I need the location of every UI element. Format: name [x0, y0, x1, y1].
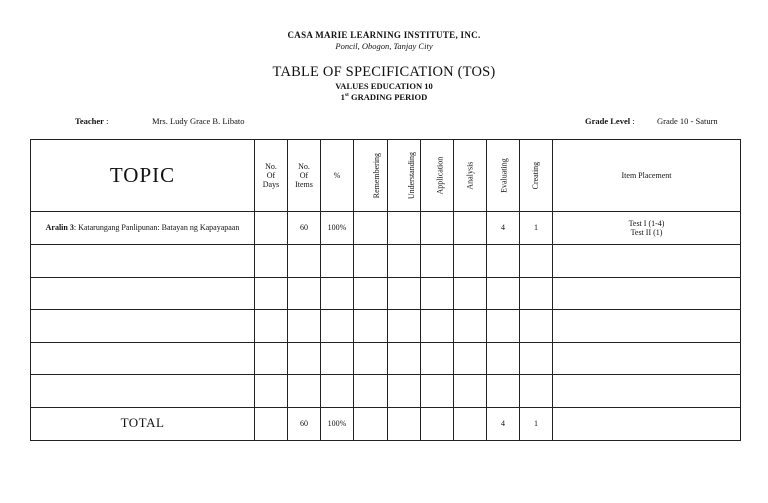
topic-title: : Katarungang Panlipunan: Batayan ng Kapayapaan — [73, 223, 240, 233]
school-name: CASA MARIE LEARNING INSTITUTE, INC. — [287, 30, 481, 40]
period-number: 1 — [340, 92, 345, 102]
table-row — [31, 310, 741, 343]
tos-table — [30, 139, 741, 441]
grade-label: Grade Level — [585, 116, 631, 126]
total-evaluating: 4 — [487, 407, 520, 440]
grading-period — [0, 92, 768, 102]
header-days: No. Of Days — [255, 140, 288, 212]
header-percent: % — [321, 140, 354, 212]
period-suffix: st — [344, 92, 349, 99]
percent-cell: 100% — [321, 212, 354, 245]
table-row — [31, 245, 741, 278]
total-creating: 1 — [520, 407, 553, 440]
header-topic: TOPIC — [31, 140, 255, 212]
total-row — [31, 407, 741, 440]
total-percent: 100% — [321, 407, 354, 440]
grade-value: Grade 10 - Saturn — [657, 116, 718, 126]
period-text: GRADING PERIOD — [348, 92, 428, 102]
teacher-label-group — [75, 116, 108, 126]
teacher-label-sep: : — [103, 116, 109, 126]
header-application: Application — [421, 140, 454, 212]
grade-label-sep: : — [630, 116, 635, 126]
subject-title: VALUES EDUCATION 10 — [335, 81, 433, 91]
header-evaluating: Evaluating — [487, 140, 520, 212]
header-remembering: Remembering — [354, 140, 388, 212]
total-items: 60 — [288, 407, 321, 440]
teacher-label: Teacher — [75, 116, 104, 126]
placement-cell — [553, 212, 741, 245]
table-row — [31, 375, 741, 408]
grade-label-group — [585, 116, 635, 126]
header-understanding: Understanding — [388, 140, 421, 212]
total-days — [255, 407, 288, 440]
placement-line-1: Test I (1-4) — [628, 218, 665, 228]
table-header-row — [31, 140, 741, 212]
header-item-placement: Item Placement — [553, 140, 741, 212]
school-address: Poncil, Obogon, Tanjay City — [335, 41, 433, 51]
table-row — [31, 277, 741, 310]
document-title: TABLE OF SPECIFICATION (TOS) — [272, 64, 496, 80]
table-row — [31, 342, 741, 375]
header-analysis: Analysis — [454, 140, 487, 212]
teacher-name: Mrs. Ludy Grace B. Libato — [152, 116, 245, 126]
topic-cell — [31, 212, 255, 245]
analysis-cell — [454, 212, 487, 245]
placement-line-2: Test II (1) — [630, 228, 663, 237]
remembering-cell — [354, 212, 388, 245]
understanding-cell — [388, 212, 421, 245]
days-cell — [255, 212, 288, 245]
items-cell: 60 — [288, 212, 321, 245]
header-items: No. Of Items — [288, 140, 321, 212]
header-creating: Creating — [520, 140, 553, 212]
evaluating-cell: 4 — [487, 212, 520, 245]
creating-cell: 1 — [520, 212, 553, 245]
topic-lesson: Aralin 3 — [45, 223, 74, 233]
total-label: TOTAL — [31, 407, 255, 440]
application-cell — [421, 212, 454, 245]
table-row — [31, 212, 741, 245]
